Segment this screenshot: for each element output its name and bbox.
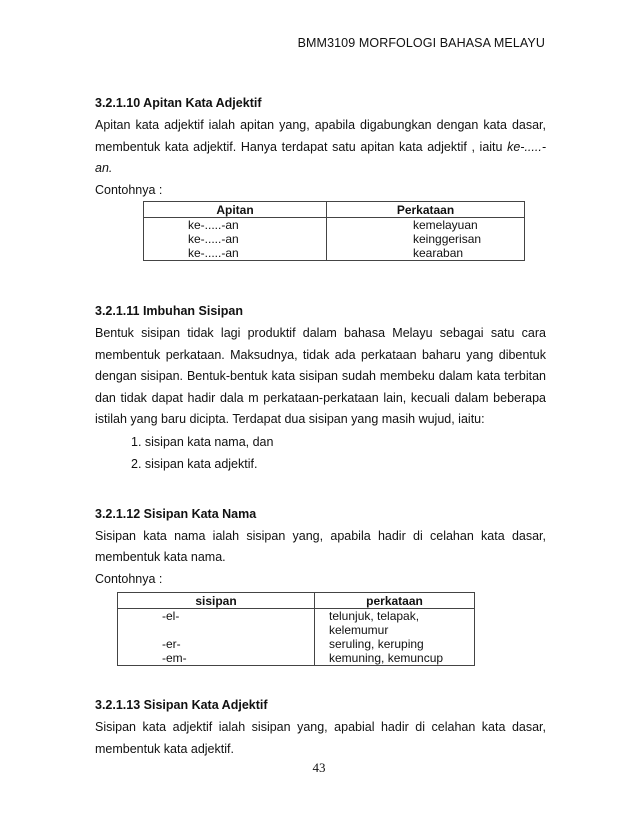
table-header-row <box>118 593 475 609</box>
example-label: Contohnya : <box>95 571 163 586</box>
table-cell: kemuning, kemuncup <box>329 651 444 665</box>
list-item: 2. sisipan kata adjektif. <box>131 456 258 471</box>
column-header: Perkataan <box>327 202 525 218</box>
section-sisipan-kata-nama <box>95 507 546 667</box>
section-heading: 3.2.1.13 Sisipan Kata Adjektif <box>95 698 268 712</box>
table-cell: keinggerisan <box>413 232 482 246</box>
example-label: Contohnya : <box>95 182 163 197</box>
table-cell: ke-.....-an <box>144 218 327 233</box>
table-row <box>144 246 525 261</box>
section-paragraph: Sisipan kata nama ialah sisipan yang, apabila hadir di celahan kata dasar, membentuk kata nama. <box>95 528 546 564</box>
table-cell: telunjuk, telapak, kelemumur <box>329 609 420 637</box>
column-header: sisipan <box>118 593 315 609</box>
section-heading: 3.2.1.12 Sisipan Kata Nama <box>95 506 257 521</box>
section-paragraph: Sisipan kata adjektif ialah sisipan yang, apabial hadir di celahan kata dasar, membentuk kata adjektif. <box>95 720 546 756</box>
table-row <box>118 609 475 638</box>
section-paragraph: Bentuk sisipan tidak lagi produktif dalam bahasa Melayu sebagai satu cara membentuk perkataan. Maksudnya, tidak ada perkataan baharu yang dibentuk dengan sisipan. Bentuk-bentuk kata sisipan sudah membeku dalam kata terbitan dan tidak dapat hadir dala m perkataan-perkataan lain, kecuali dalam beberapa istilah yang baru dicipta. Terdapat dua sisipan yang masih wujud, iaitu: <box>95 326 546 426</box>
table-header-row <box>144 202 525 218</box>
table-row <box>118 637 475 651</box>
table-cell: -el- <box>118 609 315 638</box>
table-cell: kemelayuan <box>413 218 478 232</box>
table-cell: seruling, keruping <box>329 637 424 651</box>
section-heading: 3.2.1.10 Apitan Kata Adjektif <box>95 96 262 110</box>
section-heading: 3.2.1.11 Imbuhan Sisipan <box>95 304 243 318</box>
paragraph-italic-text: ke-.....-an. <box>95 139 546 175</box>
example-table <box>143 201 525 261</box>
section-paragraph <box>95 115 546 180</box>
table-row <box>144 232 525 246</box>
column-header: Apitan <box>144 202 327 218</box>
page-header: BMM3109 MORFOLOGI BAHASA MELAYU <box>297 36 545 50</box>
paragraph-text: Apitan kata adjektif ialah apitan yang, apabila digabungkan dengan kata dasar, membentuk kata adjektif. Hanya terdapat satu apitan kata adjektif , iaitu <box>95 118 546 154</box>
column-header: perkataan <box>315 593 475 609</box>
page-number: 43 <box>312 760 326 775</box>
section-imbuhan-sisipan <box>95 304 546 475</box>
table-row <box>144 218 525 233</box>
document-body <box>95 96 546 760</box>
table-row <box>118 651 475 666</box>
table-cell: ke-.....-an <box>144 246 327 261</box>
table-cell: ke-.....-an <box>144 232 327 246</box>
section-sisipan-kata-adjektif <box>95 698 546 760</box>
list-item: 1. sisipan kata nama, dan <box>131 434 274 449</box>
section-apitan-kata-adjektif <box>95 96 546 261</box>
table-cell: -er- <box>118 637 315 651</box>
table-cell: -em- <box>118 651 315 666</box>
table-cell: kearaban <box>413 246 464 260</box>
example-table <box>117 592 475 666</box>
